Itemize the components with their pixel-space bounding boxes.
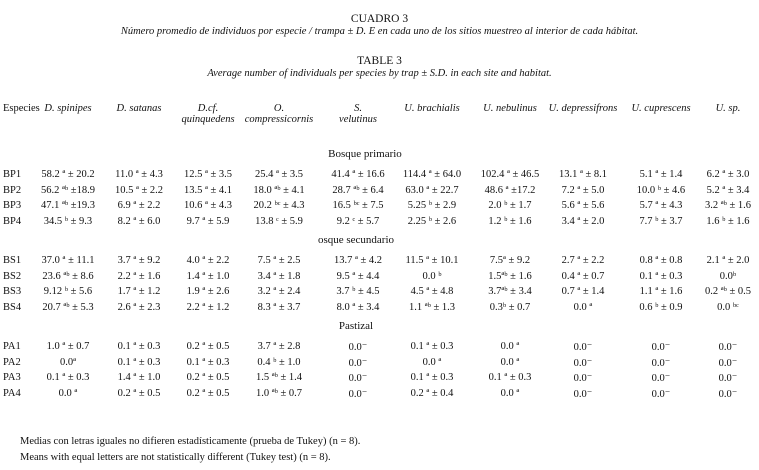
caption-title-en: TABLE 3 (357, 55, 402, 67)
column-header-line1: U. depressifrons (548, 103, 618, 114)
table-cell: 0.1 ª ± 0.3 (46, 372, 90, 383)
table-cell: 11.0 ª ± 4.3 (115, 169, 163, 180)
table-cell: 9.5 ª ± 4.4 (336, 270, 380, 282)
table-cell: 5.7 ª ± 4.3 (639, 200, 683, 211)
table-cell: 20.2 ᵇᶜ ± 4.3 (253, 200, 305, 211)
table-cell: 4.0 ª ± 2.2 (186, 255, 230, 266)
table-cell: 3.7 ª ± 2.8 (257, 341, 301, 352)
table-cell: 2.25 ᵇ ± 2.6 (407, 215, 457, 227)
table-cell: 0.0⁻ (573, 373, 593, 384)
table-cell: 2.0 ᵇ ± 1.7 (488, 200, 532, 211)
table-cell: 13.7 ª ± 4.2 (333, 255, 383, 266)
column-header (691, 103, 759, 114)
caption-title-es: CUADRO 3 (350, 13, 409, 25)
table-cell: 5.1 ª ± 1.4 (639, 169, 683, 180)
column-header-line1: D. spinipes (44, 103, 92, 114)
column-header-line1: D. satanas (116, 103, 162, 114)
table-cell: 1.0 ª ± 0.7 (46, 341, 90, 352)
row-label: PA1 (3, 341, 21, 352)
table-cell: 6.2 ª ± 3.0 (706, 169, 750, 180)
column-header-line1: U. brachialis (404, 103, 460, 114)
row-label: BP3 (3, 200, 22, 211)
table-cell: 13.5 ª ± 4.1 (183, 184, 233, 196)
column-header (395, 103, 469, 114)
table-cell: 1.0 ªᵇ ± 0.7 (255, 387, 303, 399)
table-cell: 1.1 ª ± 1.6 (639, 286, 683, 297)
species-header: Especies (3, 103, 40, 114)
table-cell: 4.5 ª ± 4.8 (410, 286, 454, 297)
table-cell: 1.7 ª ± 1.2 (117, 286, 161, 297)
column-header-line1: U. sp. (715, 103, 741, 114)
table-cell: 0.0⁻ (573, 342, 593, 353)
table-cell: 3.7 ª ± 9.2 (117, 255, 161, 266)
table-cell: 1.5ªᵇ ± 1.6 (488, 270, 532, 282)
table-cell: 0.1 ª ± 0.3 (488, 372, 532, 383)
table-cell: 18.0 ªᵇ ± 4.1 (253, 184, 305, 196)
table-cell: 6.9 ª ± 2.2 (117, 200, 161, 211)
table-cell: 0.0⁻ (348, 388, 368, 400)
table-cell: 9.12 ᵇ ± 5.6 (43, 286, 93, 297)
section-heading: Pastizal (338, 320, 374, 332)
table-cell: 47.1 ªᵇ ±19.3 (41, 200, 95, 211)
table-cell: 7.5 ª ± 2.5 (257, 255, 301, 266)
table-cell: 102.4 ª ± 46.5 (480, 169, 540, 180)
table-cell: 0.0⁻ (573, 388, 593, 400)
table-cell: 0.0⁻ (651, 357, 671, 369)
table-cell: 0.2 ª ± 0.5 (117, 387, 161, 399)
table-cell: 7.7 ᵇ ± 3.7 (639, 215, 683, 227)
table-cell: 7.2 ª ± 5.0 (561, 184, 605, 196)
table-cell: 0.6 ᵇ ± 0.9 (639, 301, 683, 313)
column-header (171, 103, 245, 125)
table-cell: 114.4 ª ± 64.0 (402, 169, 462, 180)
row-label: PA3 (3, 372, 21, 383)
table-cell: 8.3 ª ± 3.7 (257, 301, 301, 313)
table-cell: 3.4 ª ± 1.8 (257, 270, 301, 282)
row-label: BS2 (3, 270, 22, 282)
table-cell: 56.2 ªᵇ ±18.9 (41, 184, 95, 196)
table-cell: 0.0⁻ (348, 373, 368, 384)
table-cell: 0.0ª (59, 356, 77, 368)
column-header-line1: D.cf. (197, 103, 219, 114)
table-cell: 28.7 ªᵇ ± 6.4 (332, 184, 384, 196)
table-cell: 10.6 ª ± 4.3 (183, 200, 233, 211)
row-label: BS3 (3, 286, 22, 297)
table-cell: 0.8 ª ± 0.8 (639, 255, 683, 266)
table-cell: 0.0 ᵇ (422, 270, 442, 282)
table-cell: 0.0ᵇ (719, 270, 737, 282)
table-cell: 2.7 ª ± 2.2 (561, 255, 605, 266)
table-cell: 63.0 ª ± 22.7 (405, 184, 459, 196)
table-cell: 2.6 ª ± 2.3 (117, 301, 161, 313)
column-header-line2: compressicornis (244, 114, 314, 125)
table-cell: 23.6 ªᵇ ± 8.6 (42, 270, 94, 282)
table-cell: 58.2 ª ± 20.2 (41, 169, 95, 180)
column-header (31, 103, 105, 114)
table-cell: 3.2 ª ± 2.4 (257, 286, 301, 297)
table-cell: 0.0⁻ (718, 373, 738, 384)
table-cell: 13.8 ᶜ ± 5.9 (255, 215, 303, 227)
table-cell: 1.6 ᵇ ± 1.6 (706, 215, 750, 227)
table-cell: 5.6 ª ± 5.6 (561, 200, 605, 211)
table-cell: 0.0 ᵇᶜ (717, 301, 739, 313)
table-cell: 3.7 ᵇ ± 4.5 (336, 286, 380, 297)
table-cell: 0.2 ª ± 0.4 (410, 387, 454, 399)
table-cell: 0.0⁻ (718, 388, 738, 400)
table-cell: 0.0⁻ (348, 342, 368, 353)
table-cell: 0.1 ª ± 0.3 (639, 270, 683, 282)
row-label: BP1 (3, 169, 22, 180)
table-cell: 0.2 ªᵇ ± 0.5 (704, 286, 752, 297)
row-label: BS1 (3, 255, 22, 266)
column-header-line1: O. (273, 103, 285, 114)
table-cell: 0.0 ª (500, 341, 520, 352)
table-cell: 2.2 ª ± 1.6 (117, 270, 161, 282)
table-cell: 9.7 ª ± 5.9 (186, 215, 230, 227)
column-header (624, 103, 698, 114)
table-cell: 0.0 ª (422, 356, 442, 368)
column-header (546, 103, 620, 114)
table-cell: 2.2 ª ± 1.2 (186, 301, 230, 313)
table-cell: 0.0 ª (573, 301, 593, 313)
table-cell: 10.5 ª ± 2.2 (114, 184, 164, 196)
table-cell: 11.5 ª ± 10.1 (405, 255, 459, 266)
table-cell: 0.2 ª ± 0.5 (186, 372, 230, 383)
footnote-en: Means with equal letters are not statistically different (Tukey test) (n = 8). (20, 452, 331, 463)
table-cell: 0.0⁻ (651, 373, 671, 384)
row-label: BP2 (3, 184, 22, 196)
table-cell: 3.4 ª ± 2.0 (561, 215, 605, 227)
table-cell: 20.7 ªᵇ ± 5.3 (42, 301, 94, 313)
table-cell: 41.4 ª ± 16.6 (331, 169, 385, 180)
table-cell: 0.0 ª (58, 387, 78, 399)
table-cell: 16.5 ᵇᶜ ± 7.5 (332, 200, 384, 211)
table-cell: 1.4 ª ± 1.0 (186, 270, 230, 282)
column-header (473, 103, 547, 114)
section-heading: Bosque primario (328, 148, 402, 160)
table-cell: 0.0⁻ (651, 342, 671, 353)
table-cell: 5.2 ª ± 3.4 (706, 184, 750, 196)
table-cell: 7.5ª ± 9.2 (489, 255, 531, 266)
table-cell: 8.0 ª ± 3.4 (336, 301, 380, 313)
table-cell: 37.0 ª ± 11.1 (41, 255, 95, 266)
footnote-es: Medias con letras iguales no difieren estadísticamente (prueba de Tukey) (n = 8). (20, 436, 361, 447)
table-cell: 5.25 ᵇ ± 2.9 (407, 200, 457, 211)
column-header-line1: U. nebulinus (483, 103, 537, 114)
row-label: PA2 (3, 356, 21, 368)
table-cell: 0.0⁻ (573, 357, 593, 369)
table-cell: 0.0⁻ (718, 357, 738, 369)
table-cell: 0.1 ª ± 0.3 (410, 341, 454, 352)
table-cell: 0.4 ᵇ ± 1.0 (257, 356, 301, 368)
column-header-line1: U. cuprescens (631, 103, 691, 114)
table-cell: 0.0⁻ (348, 357, 368, 369)
table-cell: 0.0⁻ (718, 342, 738, 353)
column-header (242, 103, 316, 125)
table-cell: 1.9 ª ± 2.6 (186, 286, 230, 297)
table-cell: 0.3ᵇ ± 0.7 (489, 301, 531, 313)
column-header (102, 103, 176, 114)
caption-subtitle-en: Average number of individuals per species by trap ± S.D. in each site and habitat. (207, 68, 552, 79)
row-label: BS4 (3, 301, 22, 313)
table-cell: 9.2 ᶜ ± 5.7 (336, 215, 380, 227)
table-cell: 0.7 ª ± 1.4 (561, 286, 605, 297)
table-cell: 3.2 ªᵇ ± 1.6 (704, 200, 752, 211)
table-cell: 1.2 ᵇ ± 1.6 (488, 215, 532, 227)
table-cell: 0.0 ª (500, 387, 520, 399)
table-cell: 0.2 ª ± 0.5 (186, 341, 230, 352)
table-cell: 12.5 ª ± 3.5 (183, 169, 233, 180)
table-cell: 0.4 ª ± 0.7 (561, 270, 605, 282)
column-header-line2: quinquedens (181, 114, 235, 125)
table-cell: 25.4 ª ± 3.5 (254, 169, 304, 180)
column-header-line1: S. (354, 103, 362, 114)
table-cell: 0.1 ª ± 0.3 (410, 372, 454, 383)
column-header-line2: velutinus (339, 114, 377, 125)
table-cell: 8.2 ª ± 6.0 (117, 215, 161, 227)
table-cell: 0.1 ª ± 0.3 (117, 356, 161, 368)
column-header (321, 103, 395, 125)
table-cell: 10.0 ᵇ ± 4.6 (636, 184, 686, 196)
table-cell: 34.5 ᵇ ± 9.3 (43, 215, 93, 227)
table-cell: 0.1 ª ± 0.3 (117, 341, 161, 352)
table-cell: 0.0⁻ (651, 388, 671, 400)
table-cell: 0.0 ª (500, 356, 520, 368)
table-cell: 48.6 ª ±17.2 (484, 184, 536, 196)
table-cell: 1.5 ªᵇ ± 1.4 (255, 372, 303, 383)
caption-subtitle-es: Número promedio de individuos por especie / trampa ± D. E en cada uno de los sitios muestreo al interior de cada hábitat. (120, 26, 639, 37)
table-cell: 2.1 ª ± 2.0 (706, 255, 750, 266)
row-label: BP4 (3, 215, 22, 227)
table-cell: 13.1 ª ± 8.1 (558, 169, 608, 180)
table-cell: 1.4 ª ± 1.0 (117, 372, 161, 383)
table-cell: 0.1 ª ± 0.3 (186, 356, 230, 368)
table-cell: 0.2 ª ± 0.5 (186, 387, 230, 399)
table-cell: 3.7ªᵇ ± 3.4 (488, 286, 532, 297)
section-heading: osque secundario (317, 234, 395, 246)
row-label: PA4 (3, 387, 21, 399)
table-cell: 1.1 ªᵇ ± 1.3 (408, 301, 456, 313)
